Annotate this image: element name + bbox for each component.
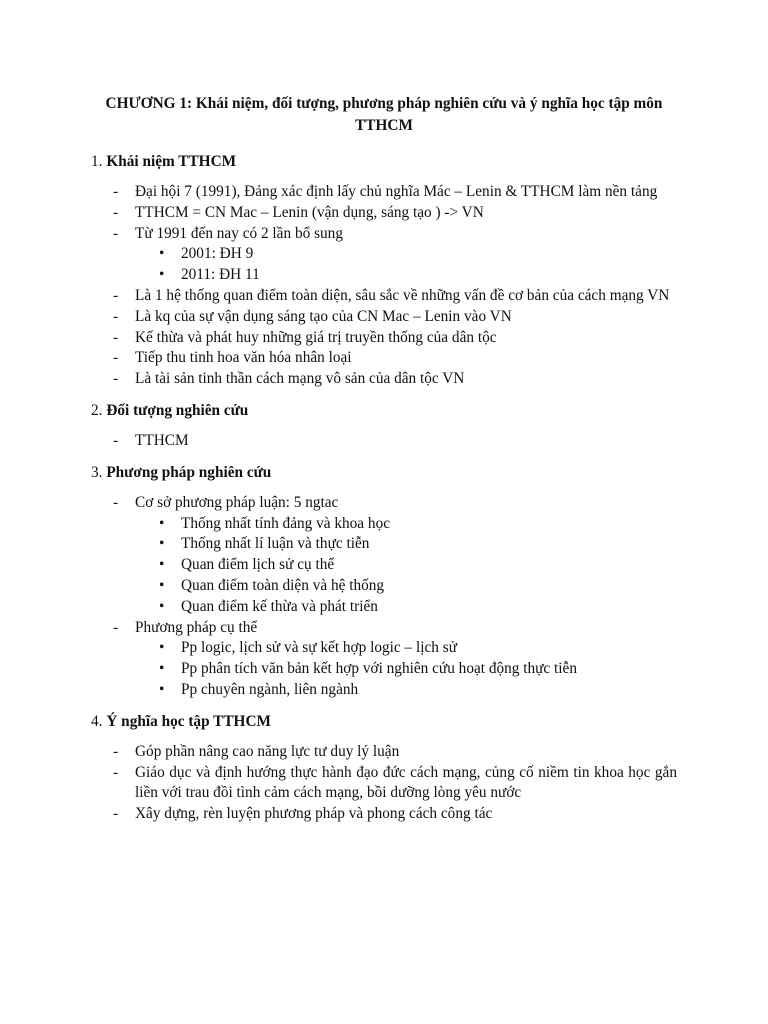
bullet-item (135, 680, 677, 701)
spacer (91, 172, 677, 182)
bullet-item (135, 576, 677, 597)
dash-marker: - (113, 224, 119, 242)
dash-list (91, 742, 677, 825)
dash-marker: - (113, 493, 119, 511)
bullet-marker: • (159, 266, 165, 284)
bullet-item (135, 265, 677, 286)
dash-marker: - (113, 307, 119, 325)
spacer (91, 732, 677, 742)
bullet-item-text: Quan điểm lịch sử cụ thể (181, 556, 335, 574)
section-number: 3. (91, 463, 103, 481)
list-item (91, 431, 677, 452)
list-item (91, 763, 677, 805)
bullet-item (135, 244, 677, 265)
spacer (91, 483, 677, 493)
list-item-text: Xây dựng, rèn luyện phương pháp và phong cách công tác (135, 805, 493, 823)
list-item-text: Phương pháp cụ thể (135, 618, 258, 636)
bullet-marker: • (159, 660, 165, 678)
spacer (91, 452, 677, 462)
dash-marker: - (113, 431, 119, 449)
bullet-marker: • (159, 514, 165, 532)
bullet-marker: • (159, 680, 165, 698)
section-heading-text: Khái niệm TTHCM (106, 153, 237, 170)
list-item (91, 328, 677, 349)
dash-marker: - (113, 742, 119, 760)
bullet-item (135, 514, 677, 535)
bullet-marker: • (159, 639, 165, 657)
bullet-marker: • (159, 576, 165, 594)
spacer (91, 701, 677, 711)
dash-marker: - (113, 805, 119, 823)
document-title: CHƯƠNG 1: Khái niệm, đối tượng, phương pháp nghiên cứu và ý nghĩa học tập môn TTHCM (105, 95, 663, 134)
bullet-marker: • (159, 535, 165, 553)
bullet-item-text: 2001: ĐH 9 (181, 245, 254, 263)
dash-marker: - (113, 203, 119, 221)
list-item-text: Góp phần nâng cao năng lực tư duy lý luận (135, 742, 400, 760)
dash-list (91, 493, 677, 701)
dash-marker: - (113, 349, 119, 367)
dash-marker: - (113, 286, 119, 304)
section-heading (91, 400, 677, 421)
bullet-item-text: Pp chuyên ngành, liên ngành (181, 680, 359, 698)
bullet-marker: • (159, 597, 165, 615)
dash-marker: - (113, 618, 119, 636)
section-number: 2. (91, 401, 103, 419)
list-item-text: Là 1 hệ thống quan điểm toàn diện, sâu sắc về những vấn đề cơ bản của cách mạng VN (135, 286, 670, 304)
list-item-text: TTHCM = CN Mac – Lenin (vận dụng, sáng tạo ) -> VN (135, 203, 484, 221)
section-heading (91, 711, 677, 732)
list-item-text: Là tài sản tinh thần cách mạng vô sản của dân tộc VN (135, 370, 465, 388)
bullet-item (135, 534, 677, 555)
list-item (91, 348, 677, 369)
document-page (91, 93, 677, 825)
section-number: 4. (91, 712, 103, 730)
list-item (91, 203, 677, 224)
list-item-text: Tiếp thu tinh hoa văn hóa nhân loại (135, 349, 352, 367)
bullet-marker: • (159, 556, 165, 574)
bullet-item (135, 555, 677, 576)
section-heading (91, 462, 677, 483)
list-item-text: TTHCM (135, 431, 189, 449)
bullet-list (135, 244, 677, 286)
list-item (91, 182, 677, 203)
sections-container (91, 151, 677, 825)
bullet-item-text: Quan điểm toàn diện và hệ thống (181, 576, 385, 594)
list-item-text: Kế thừa và phát huy những giá trị truyền thống của dân tộc (135, 328, 497, 346)
bullet-item-text: Pp phân tích văn bản kết hợp với nghiên cứu hoạt động thực tiễn (181, 660, 577, 678)
dash-list (91, 182, 677, 390)
bullet-marker: • (159, 245, 165, 263)
list-item (91, 224, 677, 286)
dash-marker: - (113, 370, 119, 388)
list-item (91, 307, 677, 328)
section-heading-text: Đối tượng nghiên cứu (106, 401, 249, 419)
bullet-item (135, 597, 677, 618)
section-1 (91, 151, 677, 400)
bullet-item-text: Pp logic, lịch sử và sự kết hợp logic – lịch sử (181, 639, 457, 657)
bullet-item-text: Thống nhất tính đảng và khoa học (181, 514, 391, 532)
section-number: 1. (91, 153, 103, 170)
dash-marker: - (113, 763, 119, 781)
list-item (91, 618, 677, 701)
list-item-text: Giáo dục và định hướng thực hành đạo đức cách mạng, củng cố niềm tin khoa học gắn liền với trau đồi tình cảm cách mạng, bồi dưỡng lòng yêu nước (135, 763, 677, 802)
bullet-item-text: 2011: ĐH 11 (181, 266, 260, 284)
bullet-item (135, 659, 677, 680)
section-4 (91, 711, 677, 825)
list-item (91, 804, 677, 825)
section-heading (91, 151, 677, 172)
list-item-text: Đại hội 7 (1991), Đảng xác định lấy chủ nghĩa Mác – Lenin & TTHCM làm nền tảng (135, 183, 658, 200)
spacer (91, 390, 677, 400)
bullet-list (135, 514, 677, 618)
list-item (91, 742, 677, 763)
bullet-item-text: Quan điểm kế thừa và phát triển (181, 597, 378, 615)
dash-list (91, 431, 677, 452)
section-heading-text: Phương pháp nghiên cứu (106, 463, 272, 481)
bullet-item (135, 638, 677, 659)
dash-marker: - (113, 328, 119, 346)
section-3 (91, 462, 677, 711)
list-item (91, 493, 677, 618)
list-item-text: Cơ sở phương pháp luận: 5 ngtac (135, 493, 339, 511)
bullet-list (135, 638, 677, 700)
section-2 (91, 400, 677, 462)
dash-marker: - (113, 183, 119, 200)
list-item-text: Là kq của sự vận dụng sáng tạo của CN Mac – Lenin vào VN (135, 307, 512, 325)
spacer (91, 421, 677, 431)
spacer (91, 136, 677, 151)
list-item (91, 286, 677, 307)
list-item-text: Từ 1991 đến nay có 2 lần bổ sung (135, 224, 343, 242)
list-item (91, 369, 677, 390)
bullet-item-text: Thống nhất lí luận và thực tiễn (181, 535, 370, 553)
section-heading-text: Ý nghĩa học tập TTHCM (106, 712, 271, 730)
